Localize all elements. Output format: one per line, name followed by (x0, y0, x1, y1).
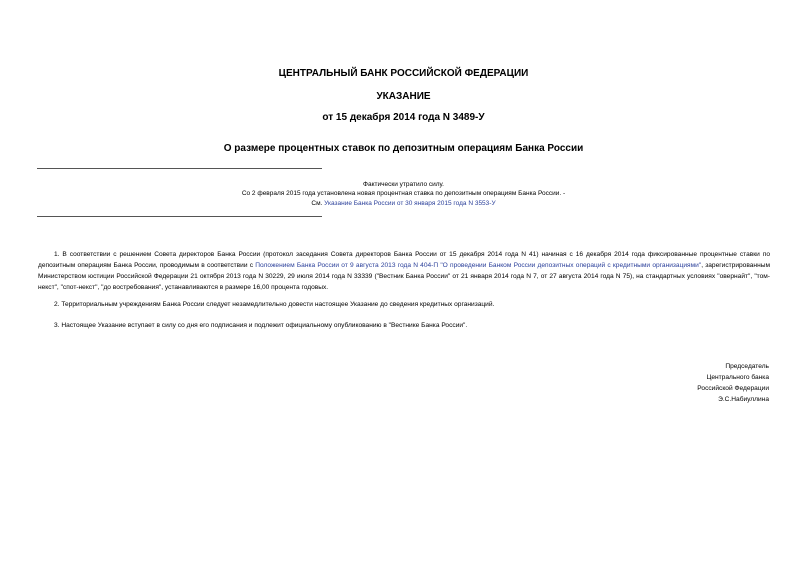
organization-name: ЦЕНТРАЛЬНЫЙ БАНК РОССИЙСКОЙ ФЕДЕРАЦИИ (278, 68, 529, 79)
document-title: О размере процентных ставок по депозитным операциям Банка России (223, 143, 584, 154)
note-line-3-prefix: См. (311, 200, 325, 207)
signature-country: Российской Федерации (697, 385, 769, 392)
regulation-link[interactable]: Положением Банка России от 9 августа 2013 года N 404-П "О проведении Банком России депозитных операций с кредитными организациями" (255, 262, 702, 269)
signatory-name: Э.С.Набиуллина (718, 396, 769, 403)
paragraph-1-text-a: 1. В соответствии с решением Совета директоров Банка России (протокол заседания Совета директоров Банка России от 15 декабря 2014 года N 41) начиная с 16 декабря 2014 года фиксированные процентные ставки по депозитным операциям Банка России, проводимым в соответствии с (38, 251, 770, 269)
note-reference-link[interactable]: Указание Банка России от 30 января 2015 года N 3553-У (324, 200, 496, 207)
note-line-1: Фактически утратило силу. (363, 181, 444, 188)
signature-organization: Центрального банка (706, 374, 769, 381)
paragraph-2: 2. Территориальным учреждениям Банка России следует незамедлительно довести настоящее Указание до сведения кредитных организаций. (54, 301, 495, 308)
document-type: УКАЗАНИЕ (376, 91, 431, 102)
document-date: от 15 декабря 2014 года N 3489-У (322, 112, 485, 123)
note-divider-bottom (37, 216, 322, 217)
note-line-3 (0, 199, 807, 208)
paragraph-1 (38, 249, 770, 293)
signature-position: Председатель (725, 363, 769, 370)
paragraph-1-text-b: , зарегистрированным Министерством юстиции Российской Федерации 21 октября 2013 года N 30229, 29 июля 2014 года N 33339 ("Вестник Банка России" от 21 января 2014 года N 7, от 27 августа 2014 года N 75), на стандартных условиях "овернайт", "том-некст", "спот-некст", "до востребования", устанавливаются в размере 16,00 процента годовых. (38, 262, 770, 291)
paragraph-3: 3. Настоящее Указание вступает в силу со дня его подписания и подлежит официальному опубликованию в "Вестнике Банка России". (54, 322, 468, 329)
note-line-2: Со 2 февраля 2015 года установлена новая процентная ставка по депозитным операциям Банка России. - (241, 190, 566, 197)
note-divider-top (37, 168, 322, 169)
